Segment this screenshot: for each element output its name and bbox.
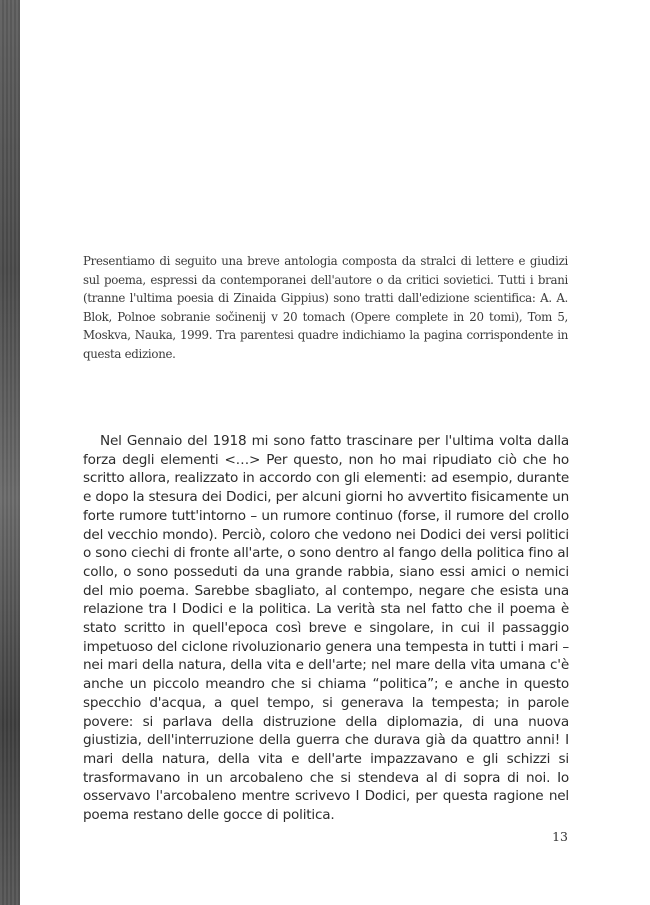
page-number: 13 <box>552 829 568 844</box>
quote-paragraph: Nel Gennaio del 1918 mi sono fatto trascinare per l'ultima volta dalla forza degli elementi <…> Per questo, non ho mai ripudiato ciò che ho scritto allora, realizzato in accordo con gli elementi: ad esempio, durante e dopo la stesura dei Dodici, per alcuni giorni ho avvertito fisicamente un forte rumore tutt'intorno – un rumore continuo (forse, il rumore del crollo del vecchio mondo). Perciò, coloro che vedono nei Dodici dei versi politici o sono ciechi di fronte all'arte, o sono dentro al fango della politica fino al collo, o sono posseduti da una grande rabbia, siano essi amici o nemici del mio poema. Sarebbe sbagliato, al contempo, negare che esista una relazione tra I Dodici e la politica. La verità sta nel fatto che il poema è stato scritto in quell'epoca così breve e singolare, in cui il passaggio impetuoso del ciclone rivoluzionario genera una tempesta in tutti i mari – nei mari della natura, della vita e dell'arte; nel mare della vita umana c'è anche un piccolo meandro che si chiama “politica”; e anche in questo specchio d'acqua, a quel tempo, si generava la tempesta; in parole povere: si parlava della distruzione della diplomazia, di una nuova giustizia, dell'interruzione della guerra che durava già da quattro anni! I mari della natura, della vita e dell'arte impazzavano e gli schizzi si trasformavano in un arcobaleno che si stendeva al di sopra di noi. Io osservavo l'arcobaleno mentre scrivevo I Dodici, per questa ragione nel poema restano delle gocce di politica. <box>83 433 569 824</box>
page-edge-strip <box>0 0 20 905</box>
intro-paragraph: Presentiamo di seguito una breve antologia composta da stralci di lettere e giudizi sul poema, espressi da contemporanei dell'autore o da critici sovietici. Tutti i brani (tranne l'ultima poesia di Zinaida Gippius) sono tratti dall'edizione scientifica: A. A. Blok, Polnoe sobranie sočinenij v 20 tomach (Opere complete in 20 tomi), Tom 5, Moskva, Nauka, 1999. Tra parentesi quadre indichiamo la pagina corrispondente in questa edizione. <box>83 254 568 361</box>
